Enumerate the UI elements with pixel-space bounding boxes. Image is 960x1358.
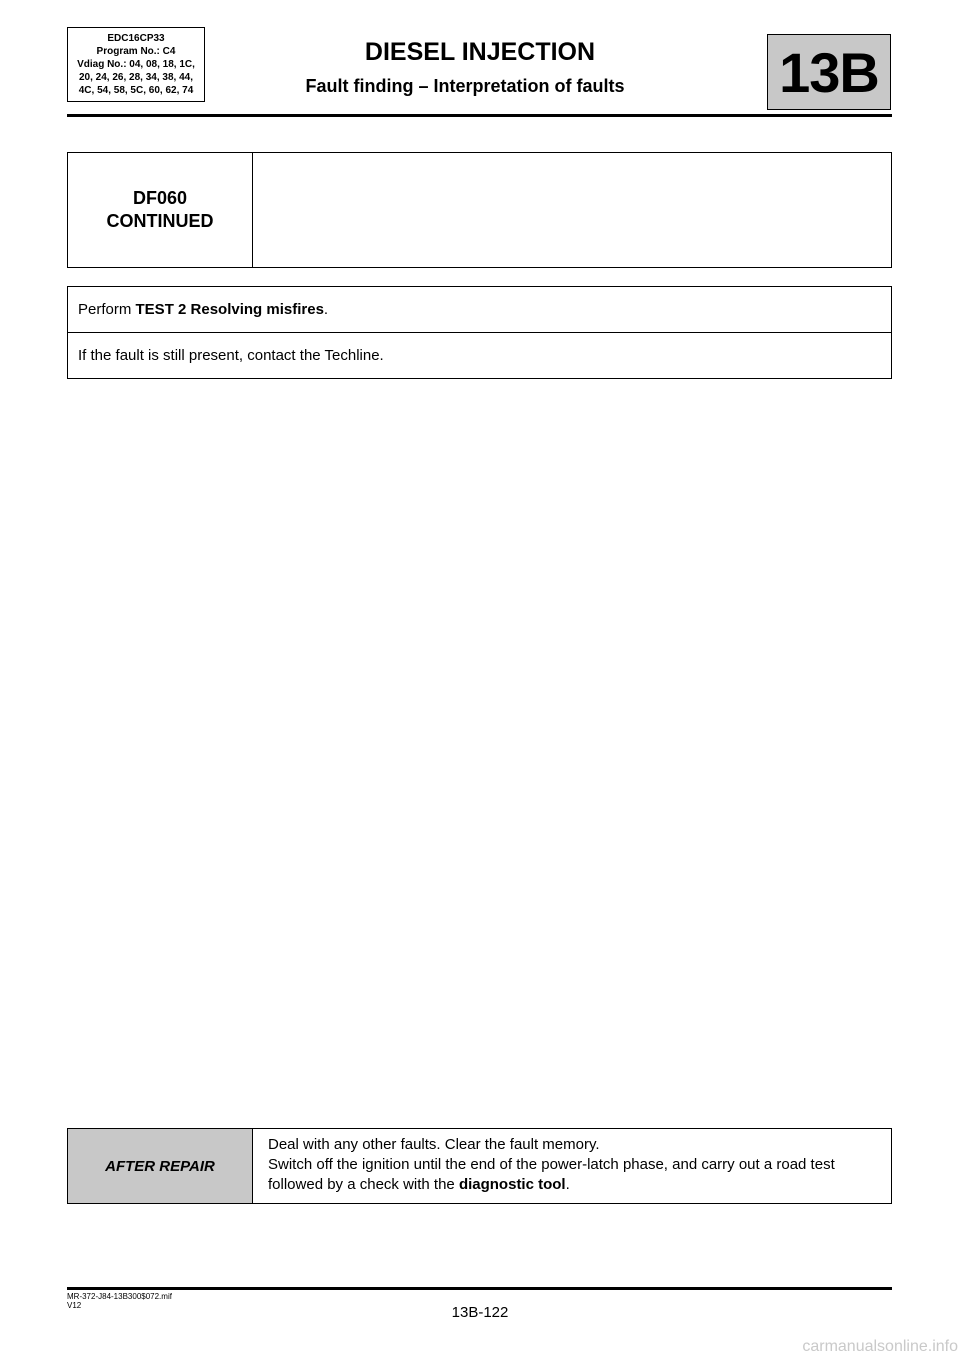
spec-line: 4C, 54, 58, 5C, 60, 62, 74 bbox=[78, 85, 194, 96]
after-repair-text bbox=[253, 1129, 891, 1203]
header-divider bbox=[67, 114, 892, 117]
after-repair-suffix: . bbox=[565, 1176, 570, 1193]
spec-line: Vdiag No.: 04, 08, 18, 1C, bbox=[77, 59, 195, 70]
page-subtitle: Fault finding – Interpretation of faults bbox=[305, 76, 625, 96]
footer-filename: MR-372-J84-13B300$072.mif bbox=[67, 1292, 172, 1301]
fault-code-box bbox=[67, 152, 892, 268]
fallback-step: If the fault is still present, contact the Techline. bbox=[68, 332, 891, 378]
perform-suffix: . bbox=[323, 301, 329, 318]
spec-line: EDC16CP33 bbox=[107, 33, 165, 44]
spec-line: Program No.: C4 bbox=[96, 46, 176, 57]
test-reference: TEST 2 Resolving misfires bbox=[135, 301, 324, 318]
perform-test-step bbox=[68, 287, 891, 332]
section-badge: 13B bbox=[767, 34, 891, 110]
perform-prefix: Perform bbox=[78, 301, 136, 318]
after-repair-line bbox=[268, 1155, 877, 1195]
fault-code-body bbox=[253, 153, 891, 267]
diagnostic-tool-ref: diagnostic tool bbox=[458, 1176, 566, 1193]
page-number: 13B-122 bbox=[451, 1304, 509, 1321]
footer-divider bbox=[67, 1287, 892, 1290]
after-repair-label: AFTER REPAIR bbox=[68, 1129, 253, 1203]
fault-status: CONTINUED bbox=[106, 211, 214, 231]
watermark: carmanualsonline.info bbox=[802, 1338, 958, 1355]
procedure-box bbox=[67, 286, 892, 379]
fault-code: DF060 bbox=[132, 188, 188, 208]
after-repair-box bbox=[67, 1128, 892, 1204]
spec-line: 20, 24, 26, 28, 34, 38, 44, bbox=[79, 72, 193, 83]
fault-code-label bbox=[68, 153, 253, 267]
after-repair-line: Deal with any other faults. Clear the fault memory. bbox=[268, 1136, 600, 1153]
after-repair-prefix: Switch off the ignition until the end of the power-latch phase, and carry out a road test followed by a check with the bbox=[268, 1156, 835, 1193]
page-title: DIESEL INJECTION bbox=[364, 38, 596, 66]
footer-version: V12 bbox=[67, 1301, 82, 1310]
